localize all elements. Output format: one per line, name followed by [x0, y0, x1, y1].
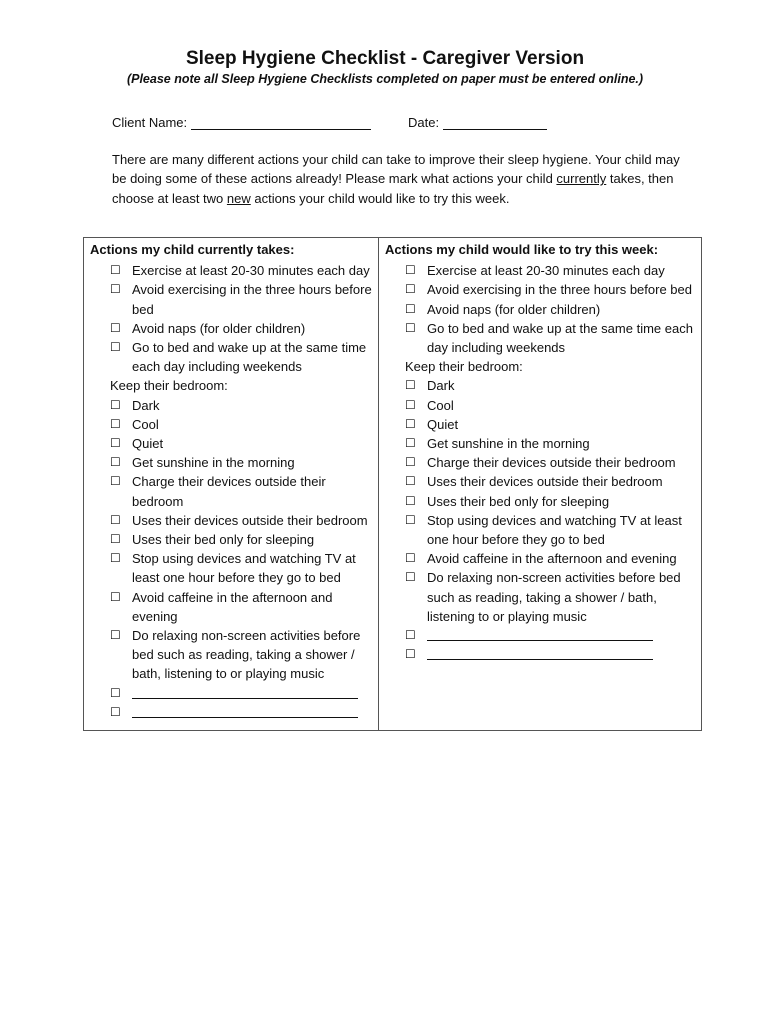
- checkbox-icon[interactable]: ☐: [110, 263, 121, 278]
- checkbox-icon[interactable]: ☐: [110, 282, 121, 297]
- checklist-item[interactable]: ☐ Do relaxing non-screen activities before bed such as reading, taking a shower / bath, listening to or playing music: [90, 626, 373, 684]
- intro-text-2: takes, then choose at least two: [112, 171, 674, 206]
- checkbox-icon[interactable]: ☐: [405, 570, 416, 585]
- checkbox-icon[interactable]: ☐: [405, 647, 416, 662]
- checklist-item[interactable]: ☐ Go to bed and wake up at the same time each day including weekends: [385, 319, 696, 357]
- checkbox-icon[interactable]: ☐: [110, 532, 121, 547]
- checklist-item[interactable]: ☐ Stop using devices and watching TV at least one hour before they go to bed: [385, 511, 696, 549]
- checklist-item[interactable]: ☐ Get sunshine in the morning: [385, 434, 696, 453]
- checklist-item[interactable]: ☐ Quiet: [90, 434, 373, 453]
- date-field: [408, 114, 547, 130]
- checkbox-icon[interactable]: ☐: [110, 551, 121, 566]
- checklist-item[interactable]: ☐ Avoid naps (for older children): [90, 319, 373, 338]
- blank-item[interactable]: [90, 684, 373, 703]
- blank-line[interactable]: [132, 684, 358, 699]
- checklist-item[interactable]: ☐ Cool: [90, 415, 373, 434]
- page-title: Sleep Hygiene Checklist - Caregiver Version: [185, 48, 585, 69]
- checklist-item[interactable]: ☐ Cool: [385, 396, 696, 415]
- checkbox-icon[interactable]: ☐: [110, 628, 121, 643]
- checkbox-icon[interactable]: ☐: [110, 320, 121, 335]
- checkbox-icon[interactable]: ☐: [110, 455, 121, 470]
- blank-item[interactable]: [90, 703, 373, 722]
- checklist-item[interactable]: ☐ Charge their devices outside their bedroom: [385, 453, 696, 472]
- intro-new: new: [226, 190, 251, 206]
- checklist-item[interactable]: ☐ Do relaxing non-screen activities before bed such as reading, taking a shower / bath, listening to or playing music: [385, 568, 696, 626]
- checklist-item[interactable]: ☐ Uses their bed only for sleeping: [90, 530, 373, 549]
- checklist-item[interactable]: ☐ Exercise at least 20-30 minutes each day: [90, 261, 373, 280]
- bedroom-label: Keep their bedroom:: [405, 359, 523, 375]
- checkbox-icon[interactable]: ☐: [405, 282, 416, 297]
- intro-currently: currently: [556, 171, 607, 187]
- checklist-item[interactable]: ☐ Get sunshine in the morning: [90, 453, 373, 472]
- try-actions-column: [379, 259, 702, 730]
- checkbox-icon[interactable]: ☐: [405, 301, 416, 316]
- checklist-item[interactable]: ☐ Quiet: [385, 415, 696, 434]
- checkbox-icon[interactable]: ☐: [110, 416, 121, 431]
- checklist-item[interactable]: ☐ Uses their devices outside their bedroom: [385, 472, 696, 491]
- blank-item[interactable]: [385, 626, 696, 645]
- checklist-item[interactable]: ☐ Dark: [90, 396, 373, 415]
- checkbox-icon[interactable]: ☐: [110, 436, 121, 451]
- checklist-item[interactable]: ☐ Uses their bed only for sleeping: [385, 492, 696, 511]
- checkbox-icon[interactable]: ☐: [405, 378, 416, 393]
- checkbox-icon[interactable]: ☐: [110, 397, 121, 412]
- bedroom-label: Keep their bedroom:: [110, 378, 228, 394]
- checkbox-icon[interactable]: ☐: [405, 512, 416, 527]
- checkbox-icon[interactable]: ☐: [405, 474, 416, 489]
- checklist-item[interactable]: ☐ Avoid naps (for older children): [385, 300, 696, 319]
- date-blank[interactable]: [443, 114, 547, 130]
- checkbox-icon[interactable]: ☐: [405, 493, 416, 508]
- checklist-item[interactable]: ☐ Charge their devices outside their bedroom: [90, 472, 373, 510]
- checkbox-icon[interactable]: ☐: [405, 320, 416, 335]
- checklist-item[interactable]: ☐ Exercise at least 20-30 minutes each day: [385, 261, 696, 280]
- blank-line[interactable]: [132, 703, 358, 718]
- checklist-item[interactable]: ☐ Avoid exercising in the three hours before bed: [90, 280, 373, 318]
- blank-line[interactable]: [427, 626, 653, 641]
- blank-item[interactable]: [385, 645, 696, 664]
- checkbox-icon[interactable]: ☐: [405, 455, 416, 470]
- intro-text-3: actions your child would like to try this week.: [250, 190, 510, 206]
- checkbox-icon[interactable]: ☐: [405, 416, 416, 431]
- current-actions-column: [84, 259, 379, 730]
- checklist-item[interactable]: ☐ Go to bed and wake up at the same time each day including weekends: [90, 338, 373, 376]
- right-column-header: Actions my child would like to try this week:: [379, 238, 702, 260]
- checkbox-icon[interactable]: ☐: [110, 340, 121, 355]
- checklist-item[interactable]: ☐ Uses their devices outside their bedroom: [90, 511, 373, 530]
- checklist-table: [83, 237, 702, 731]
- checkbox-icon[interactable]: ☐: [110, 589, 121, 604]
- checkbox-icon[interactable]: ☐: [110, 512, 121, 527]
- checklist-item[interactable]: ☐ Avoid exercising in the three hours before bed: [385, 280, 696, 299]
- date-label: Date:: [408, 115, 440, 130]
- checklist-item[interactable]: ☐ Avoid caffeine in the afternoon and evening: [90, 588, 373, 626]
- checkbox-icon[interactable]: ☐: [110, 704, 121, 719]
- checkbox-icon[interactable]: ☐: [110, 474, 121, 489]
- intro-paragraph: [112, 150, 682, 208]
- checkbox-icon[interactable]: ☐: [405, 628, 416, 643]
- checklist-item[interactable]: ☐ Stop using devices and watching TV at least one hour before they go to bed: [90, 549, 373, 587]
- page-subtitle: (Please note all Sleep Hygiene Checklists completed on paper must be entered online.): [126, 72, 644, 86]
- intro-text-1: There are many different actions your child can take to improve their sleep hygiene. Your child may be doing some of these actions already! Please mark what actions your child: [112, 152, 680, 187]
- checklist-item[interactable]: ☐ Avoid caffeine in the afternoon and evening: [385, 549, 696, 568]
- checkbox-icon[interactable]: ☐: [405, 263, 416, 278]
- checklist-item[interactable]: ☐ Dark: [385, 376, 696, 395]
- left-column-header: Actions my child currently takes:: [84, 238, 379, 260]
- blank-line[interactable]: [427, 645, 653, 660]
- client-name-label: Client Name:: [112, 115, 188, 130]
- client-name-field: [112, 114, 371, 130]
- checkbox-icon[interactable]: ☐: [405, 397, 416, 412]
- client-name-blank[interactable]: [191, 114, 371, 130]
- checkbox-icon[interactable]: ☐: [110, 685, 121, 700]
- checkbox-icon[interactable]: ☐: [405, 436, 416, 451]
- checkbox-icon[interactable]: ☐: [405, 551, 416, 566]
